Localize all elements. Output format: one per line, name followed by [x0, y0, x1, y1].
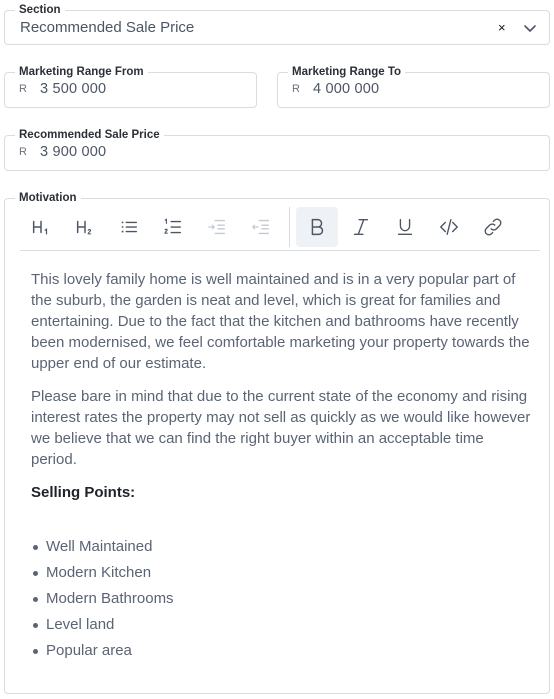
numbered-list-icon[interactable] [152, 207, 194, 247]
motivation-editor[interactable] [4, 192, 550, 694]
underline-icon[interactable] [384, 207, 426, 247]
toolbar-divider [289, 207, 290, 247]
link-icon[interactable] [472, 207, 514, 247]
heading-1-icon[interactable] [20, 207, 62, 247]
recommended-sale-price-label: Recommended Sale Price [15, 128, 164, 142]
section-select[interactable] [4, 4, 550, 45]
bullet-list-icon[interactable] [108, 207, 150, 247]
list-item: Modern Kitchen [31, 560, 531, 586]
marketing-range-to-input[interactable]: 4 000 000 [313, 81, 380, 97]
heading-2-icon[interactable] [64, 207, 106, 247]
italic-icon[interactable] [340, 207, 382, 247]
list-item: Well Maintained [31, 534, 531, 560]
clear-icon[interactable]: × [498, 20, 506, 35]
list-item: Level land [31, 612, 531, 638]
list-item: Modern Bathrooms [31, 586, 531, 612]
chevron-down-icon[interactable] [523, 21, 537, 35]
marketing-range-from-label: Marketing Range From [15, 65, 148, 79]
recommended-sale-price-input[interactable]: 3 900 000 [40, 144, 107, 160]
code-icon[interactable] [428, 207, 470, 247]
editor-toolbar [20, 205, 540, 251]
list-item: Popular area [31, 638, 531, 664]
recommended-sale-price-field[interactable] [4, 129, 550, 171]
marketing-range-to-label: Marketing Range To [288, 65, 405, 79]
section-label: Section [15, 3, 65, 17]
marketing-range-from-input[interactable]: 3 500 000 [40, 81, 107, 97]
selling-points-heading: Selling Points: [31, 484, 136, 501]
currency-prefix: R [19, 83, 27, 95]
indent-icon[interactable] [196, 207, 238, 247]
editor-content[interactable] [31, 269, 531, 664]
selling-points-list [31, 534, 531, 664]
section-value: Recommended Sale Price [20, 19, 195, 36]
motivation-paragraph: Please bare in mind that due to the current state of the economy and rising interest rates the property may not sell as quickly as we would like however we believe that we can find the right buyer within an acceptable time period. [31, 388, 531, 468]
outdent-icon[interactable] [240, 207, 282, 247]
motivation-paragraph: This lovely family home is well maintained and is in a very popular part of the suburb, the garden is neat and level, which is great for families and entertaining. Due to the fact that the kitchen and bathrooms have recently been modernised, we feel comfortable marketing your property towards the upper end of our estimate. [31, 271, 530, 372]
motivation-label: Motivation [15, 191, 81, 205]
marketing-range-from-field[interactable] [4, 66, 257, 108]
currency-prefix: R [19, 146, 27, 158]
currency-prefix: R [292, 83, 300, 95]
bold-icon[interactable] [296, 207, 338, 247]
marketing-range-to-field[interactable] [277, 66, 550, 108]
